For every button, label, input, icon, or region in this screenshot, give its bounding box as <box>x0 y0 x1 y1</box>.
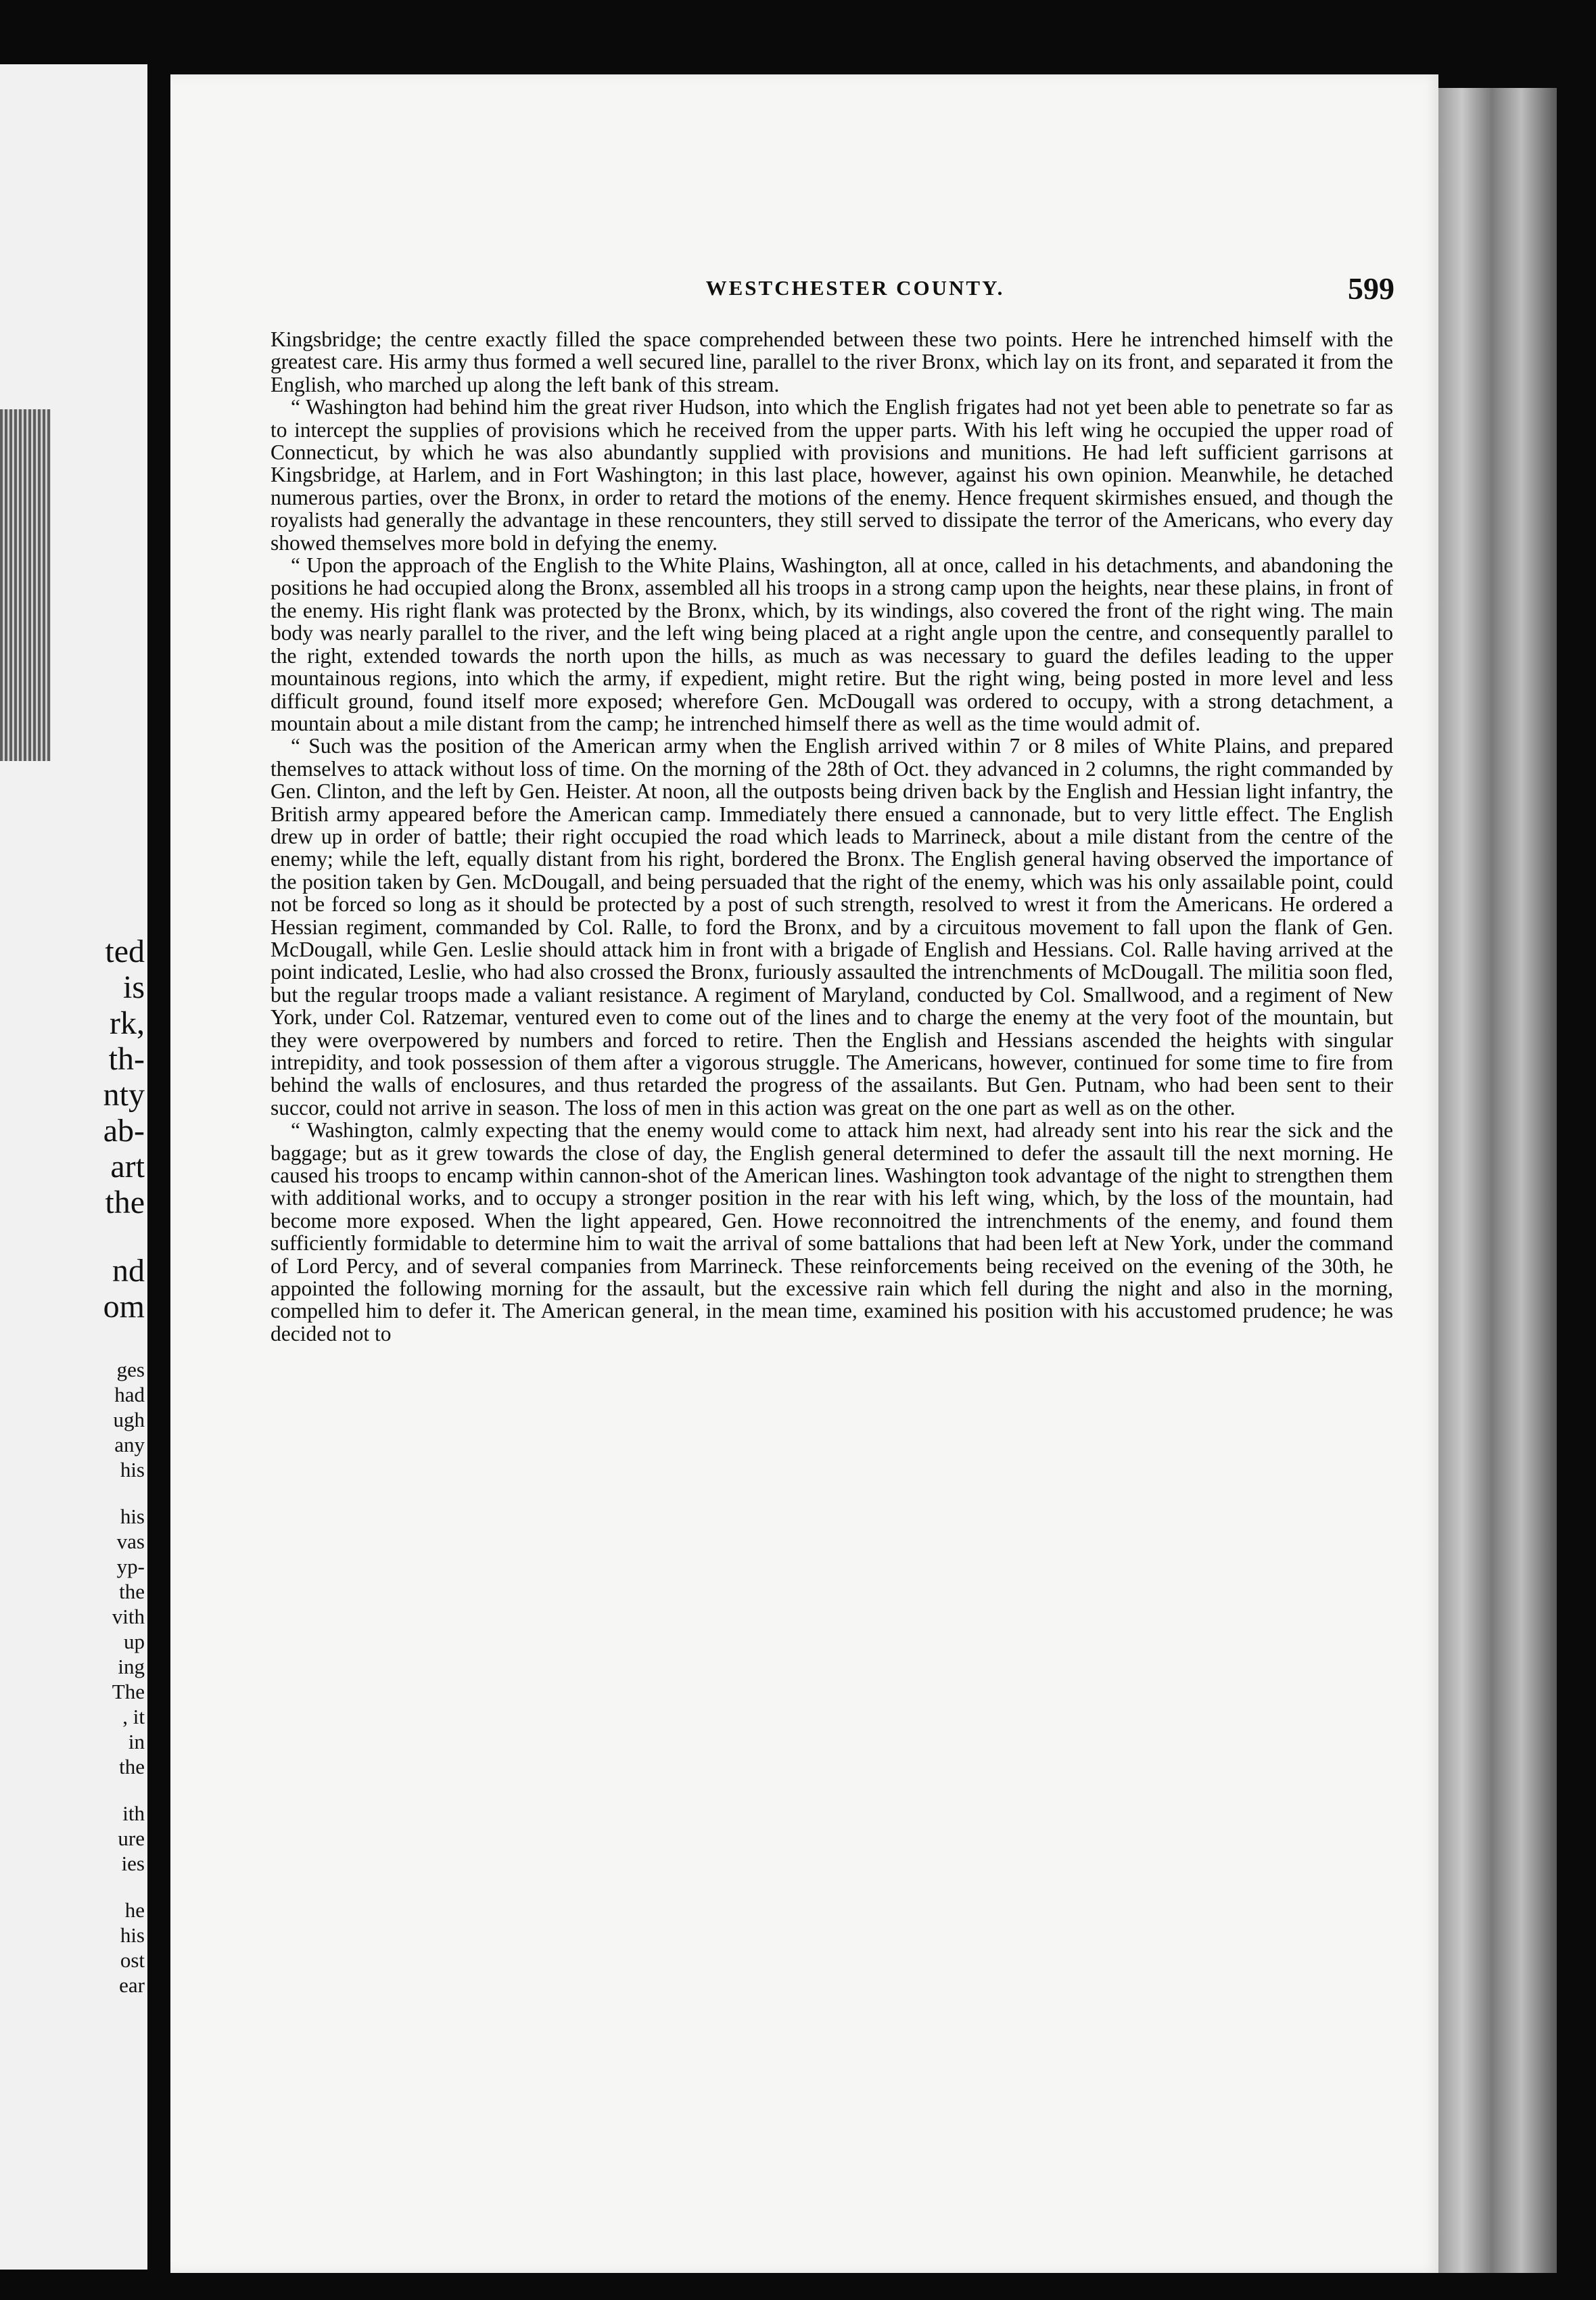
left-line: th- <box>108 1041 145 1077</box>
paragraph: “ Upon the approach of the English to the White Plains, Washington, all at once, called in his detachments, and abandoning the positions he had occupied along the Bronx, assembled all his troops in a strong camp upon the heights, near these plains, in front of the enemy. His right flank was protected by the Bronx, which, by its windings, also covered the front of the right wing. The main body was nearly parallel to the river, and the left wing being placed at a right angle upon the centre, and consequently parallel to the right, extended towards the north upon the hills, as much as was necessary to guard the defiles leading to the upper mountainous regions, into which the army, if expedient, might retire. But the right wing, being posted in more level and less difficult ground, found itself more exposed; wherefore Gen. McDougall was ordered to occupy, with a strong detachment, a mountain about a mile distant from the camp; he intrenched himself there as well as the time would admit of. <box>271 553 1393 735</box>
page-body <box>271 328 1393 1345</box>
left-line: ith <box>122 1801 145 1825</box>
left-line: ure <box>118 1826 145 1850</box>
book-page <box>170 74 1438 2273</box>
paragraph: “ Washington, calmly expecting that the enemy would come to attack him next, had already sent into his rear the sick and the baggage; but as it grew towards the close of day, the English general determined to defer the assault till the next morning. He caused his troops to encamp within cannon-shot of the American lines. Washington took advantage of the night to strengthen them with additional works, and to occupy a stronger position in the rear with his left wing, which, by the loss of the mountain, had become more exposed. When the light appeared, Gen. Howe reconnoitred the intrenchments of the enemy, and found them sufficiently formidable to determine him to wait the arrival of some battalions that had been left at New York, under the command of Lord Percy, and of several companies from Marrineck. These reinforcements being received on the evening of the 30th, he appointed the following morning for the assault, but the excessive rain which fell during the night and also in the morning, compelled him to defer it. The American general, in the mean time, examined his position with his accustomed prudence; he was decided not to <box>271 1118 1393 1346</box>
paragraph: Kingsbridge; the centre exactly filled the space comprehended between these two points. Here he intrenched himself with the greatest care. His army thus formed a well secured line, parallel to the river Bronx, which lay on its front, and separated it from the English, who marched up along the left bank of this stream. <box>271 327 1393 396</box>
left-line: art <box>110 1149 145 1184</box>
left-line: is <box>122 969 145 1005</box>
paragraph: “ Such was the position of the American army when the English arrived within 7 or 8 miles of White Plains, and prepared themselves to attack without loss of time. On the morning of the 28th of Oct. they advanced in 2 columns, the right commanded by Gen. Clinton, and the left by Gen. Heister. At noon, all the outposts being driven back by the English and Hessian light infantry, the British army appeared before the American camp. Immediately there ensued a cannonade, but to very little effect. The English drew up in order of battle; their right occupied the road which leads to Marrineck, about a mile distant from the centre of the enemy; while the left, equally distant from his right, bordered the Bronx. The English general having observed the importance of the position taken by Gen. McDougall, and being persuaded that the right of the enemy, which was his only assailable point, could not be forced so long as it should be protected by a post of such strength, resolved to wrest it from the Americans. He ordered a Hessian regiment, commanded by Col. Ralle, to ford the Bronx, and by a circuitous movement to fall upon the flank of Gen. McDougall, while Gen. Leslie should attack him in front with a brigade of English and Hessians. Col. Ralle having arrived at the point indicated, Leslie, who had also crossed the Bronx, furiously assaulted the intrenchments of McDougall. The militia soon fled, but the regular troops made a valiant resistance. A regiment of Maryland, conducted by Col. Smallwood, and a regiment of New York, under Col. Ratzemar, ventured even to come out of the lines and to charge the enemy at the very foot of the mountain, but they were overpowered by numbers and forced to retire. Then the English and Hessians ascended the heights with singular intrepidity, and took possession of them after a vigorous struggle. The Americans, however, continued for some time to fire from behind the walls of enclosures, and thus retarded the progress of the assailants. But Gen. Putnam, who had been sent to their succor, could not arrive in season. The loss of men in this action was great on the one part as well as on the other. <box>271 734 1393 1120</box>
left-line: rk, <box>110 1005 145 1041</box>
left-line: vith <box>112 1605 145 1628</box>
left-line: his <box>120 1504 145 1528</box>
running-head: WESTCHESTER COUNTY. <box>705 276 1005 300</box>
left-line: ges <box>116 1358 145 1381</box>
left-line: the <box>105 1184 145 1220</box>
page-number: 599 <box>1348 271 1394 306</box>
left-line: vas <box>116 1530 145 1553</box>
left-line: om <box>103 1289 145 1325</box>
left-line: The <box>112 1680 145 1703</box>
left-line: his <box>120 1458 145 1481</box>
left-line: nty <box>103 1077 145 1113</box>
left-line: ted <box>105 934 145 969</box>
left-line: had <box>114 1383 145 1406</box>
left-line: up <box>124 1630 145 1653</box>
left-line: any <box>114 1433 145 1456</box>
left-line: yp- <box>116 1555 145 1578</box>
left-line: ies <box>121 1852 145 1875</box>
left-line: ear <box>119 1973 145 1997</box>
engraving-fragment <box>0 409 51 761</box>
left-line: in <box>128 1730 145 1753</box>
adjacent-left-page <box>0 64 147 2270</box>
left-line: ab- <box>103 1113 145 1149</box>
left-line: ost <box>120 1948 145 1972</box>
left-line: he <box>124 1898 145 1922</box>
left-page-text-fragments <box>0 934 145 1998</box>
left-line: the <box>119 1580 145 1603</box>
paragraph: “ Washington had behind him the great river Hudson, into which the English frigates had not yet been able to penetrate so far as to intercept the supplies of provisions which he received from the upper parts. With his left wing he occupied the upper road of Connecticut, by which he was also abundantly supplied with provisions and munitions. He had left sufficient garrisons at Kingsbridge, at Harlem, and in Fort Washington; in this last place, however, against his own opinion. Meanwhile, he detached numerous parties, over the Bronx, in order to retard the motions of the enemy. Hence frequent skirmishes ensued, and though the royalists had generally the advantage in these rencounters, they still served to dissipate the terror of the Americans, who every day showed themselves more bold in defying the enemy. <box>271 395 1393 555</box>
page-header <box>170 271 1438 311</box>
left-line: nd <box>112 1253 145 1289</box>
book-gutter-edge <box>1438 88 1557 2273</box>
left-line: ugh <box>113 1408 145 1431</box>
left-line: , it <box>122 1705 145 1728</box>
left-line: the <box>119 1755 145 1778</box>
left-line: ing <box>118 1655 145 1678</box>
left-line: his <box>120 1923 145 1947</box>
